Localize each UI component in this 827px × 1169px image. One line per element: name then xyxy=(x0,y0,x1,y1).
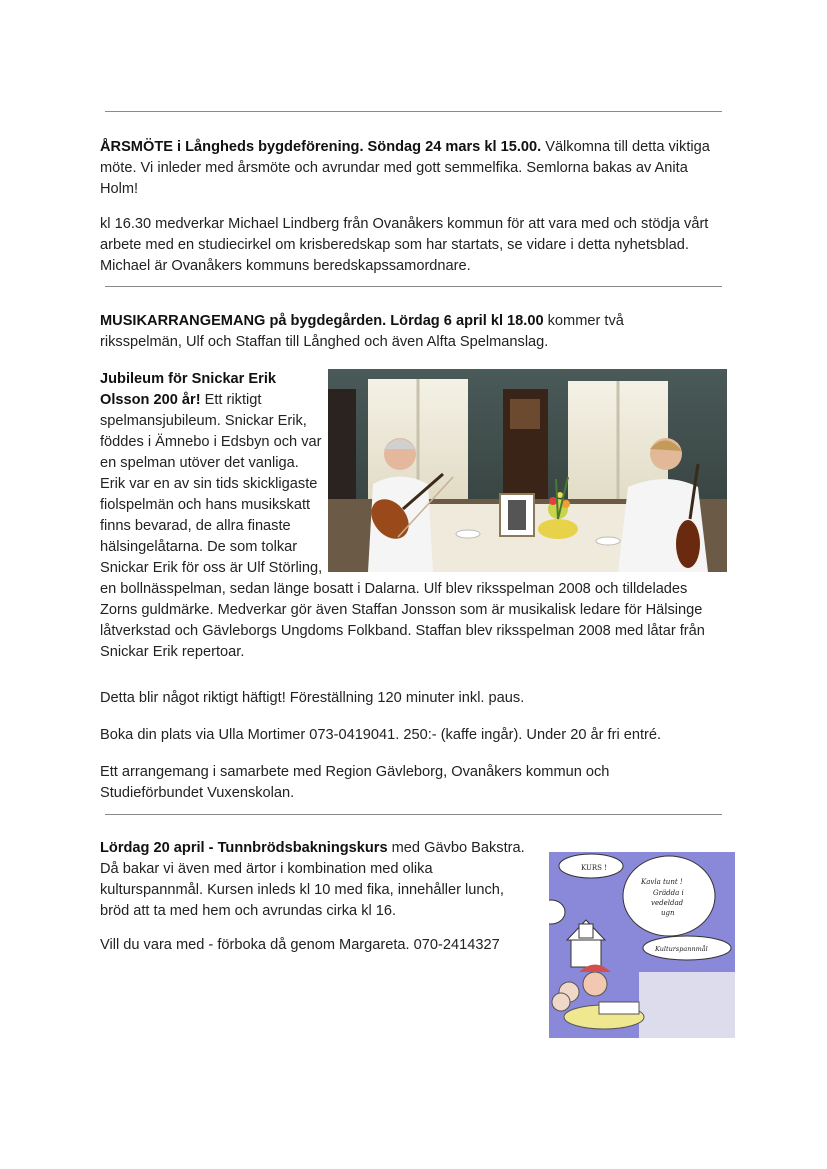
arsmote-paragraph xyxy=(100,137,728,200)
collaboration-paragraph: Ett arrangemang i samarbete med Region Gävleborg, Ovanåkers kommun och Studieförbundet Vuxenskolan. xyxy=(100,764,610,801)
divider-2 xyxy=(105,286,722,287)
bubble-kulturspannmal: Kulturspannmål xyxy=(655,945,708,953)
baking-cartoon xyxy=(549,852,735,1038)
bubble-vedeldad: vedeldad xyxy=(651,899,684,907)
divider-3 xyxy=(105,814,722,815)
baking-text: med Gävbo Bakstra. Då bakar vi även med ärtor i kombination med olika kulturspannmål. Kursen inleds kl 10 med fika, innehåller lunch, bröd att ta med hem och avrundas cirka kl 16. xyxy=(100,840,525,919)
bubble-gradda: Grädda i xyxy=(653,889,684,897)
baking-paragraph xyxy=(100,838,528,922)
bubble-ugn: ugn xyxy=(661,909,675,917)
musicians-photo xyxy=(328,369,727,572)
bubble-kavla: Kavla tunt ! xyxy=(641,878,683,886)
baking-booking-paragraph: Vill du vara med - förboka då genom Margareta. 070-2414327 xyxy=(100,937,500,953)
booking-paragraph: Boka din plats via Ulla Mortimer 073-0419041. 250:- (kaffe ingår). Under 20 år fri entré. xyxy=(100,727,662,743)
baking-heading: Lördag 20 april - Tunnbrödsbakningskurs xyxy=(100,840,388,856)
arsmote-text: Välkomna till detta viktiga möte. Vi inleder med årsmöte och avrundar med gott semmelfika. Semlorna bakas av Anita Holm! xyxy=(100,139,710,197)
music-paragraph xyxy=(100,311,660,353)
music-text: kommer två riksspelmän, Ulf och Staffan till Långhed och även Alfta Spelmanslag. xyxy=(100,313,624,350)
show-length-paragraph: Detta blir något riktigt häftigt! Föreställning 120 minuter inkl. paus. xyxy=(100,690,525,706)
musicians-photo-illustration xyxy=(328,369,727,572)
arsmote-heading: ÅRSMÖTE i Långheds bygdeförening. Söndag 24 mars kl 15.00. xyxy=(100,139,542,155)
bubble-kurs: KURS ! xyxy=(581,864,607,872)
arsmote-paragraph-2: kl 16.30 medverkar Michael Lindberg från Ovanåkers kommun för att vara med och stödja vårt arbete med en studiecirkel om krisberedskap som har startats, se vidare i detta nyhetsblad. Michael är Ovanåkers kommuns beredskapssamordnare. xyxy=(100,216,709,274)
divider-top xyxy=(105,111,722,112)
baking-cartoon-illustration xyxy=(549,852,735,1038)
music-heading: MUSIKARRANGEMANG på bygdegården. Lördag 6 april kl 18.00 xyxy=(100,313,544,329)
jubilee-text: Ett riktigt spelmansjubileum. Snickar Erik, föddes i Ämnebo i Edsbyn och var en spelman utöver det vanliga. Erik var en av sin tids skickligaste fiolspelmän och hans musikskatt finns bevarad, de allra finaste hälsingelåtarna. De som tolkar Snickar Erik för oss är Ulf Störling, en bollnässpelman, sedan länge bosatt i Dalarna. Ulf blev riksspelman 2008 och tilldelades Zorns guldmärke. Medverkar gör även Staffan Jonsson som är musikalisk ledare för Hälsinge låtverkstad och Gävleborgs Ungdoms Folkband. Staffan blev riksspelman 2008 med låtar från Snickar Erik repertoar. xyxy=(100,392,705,660)
jubilee-heading: Jubileum för Snickar Erik Olsson 200 år! xyxy=(100,371,276,408)
